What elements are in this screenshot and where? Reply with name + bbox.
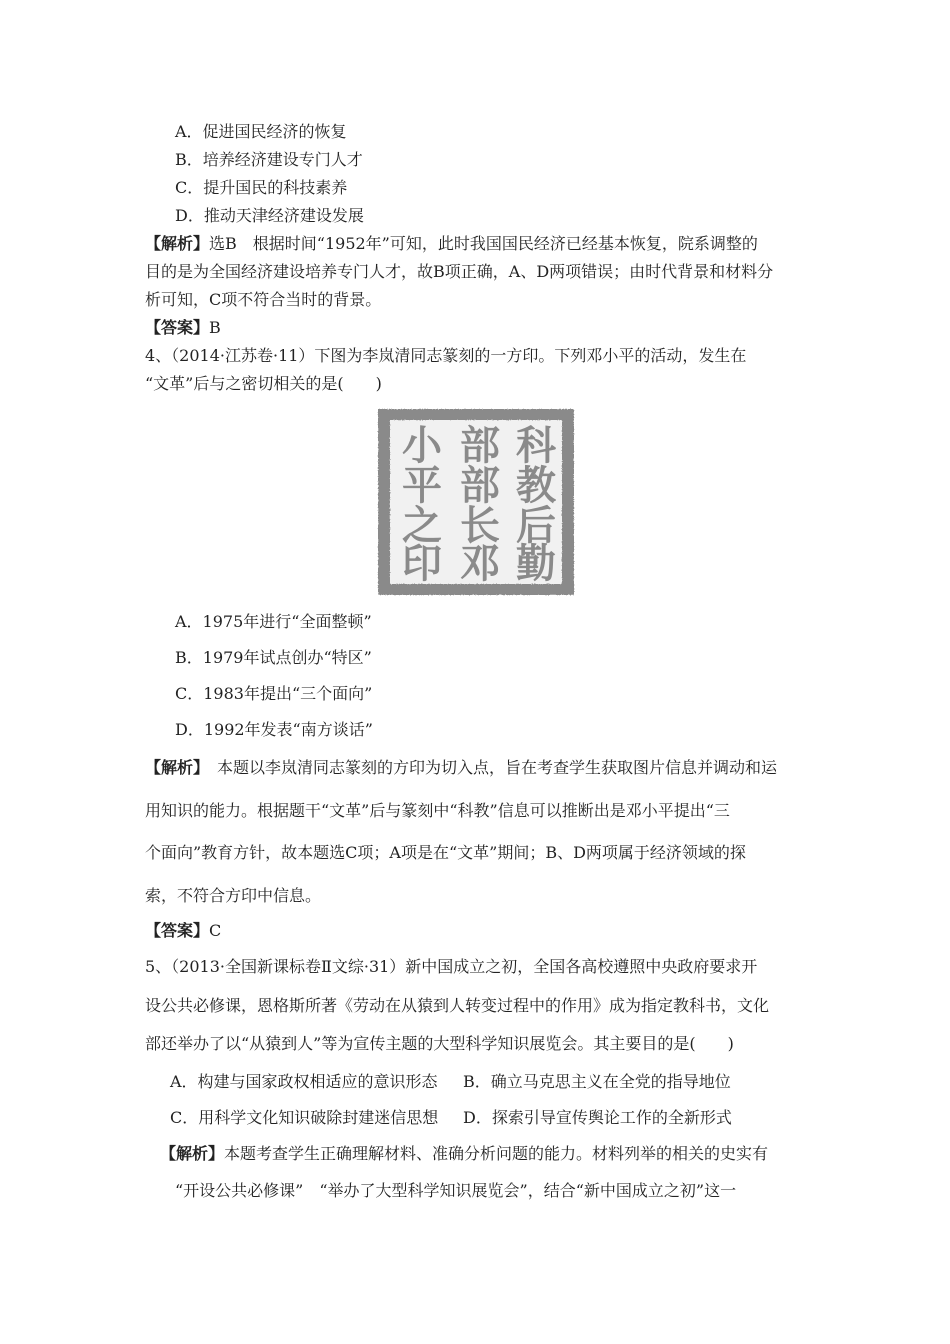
q4-option-c: C．1983年提出“三个面向” xyxy=(175,684,373,703)
q3-analysis-tag: 【解析】 xyxy=(145,234,210,253)
q3-option-d: D．推动天津经济建设发展 xyxy=(175,206,364,225)
q5-stem-line-3: 部还举办了以“从猿到人”等为宣传主题的大型科学知识展览会。其主要目的是( ) xyxy=(145,1034,734,1053)
q3-option-a: A．促进国民经济的恢复 xyxy=(175,122,347,141)
q5-option-b: B．确立马克思主义在全党的指导地位 xyxy=(463,1072,731,1091)
q4-stem-line-1: 4、（2014·江苏卷·11）下图为李岚清同志篆刻的一方印。下列邓小平的活动，发生在 xyxy=(145,346,747,365)
q3-answer: 【答案】B xyxy=(145,318,221,337)
seal-character: 小 xyxy=(402,423,442,469)
q4-analysis-tag: 【解析】 xyxy=(145,758,202,777)
q3-answer-tag: 【答案】 xyxy=(145,318,210,337)
q4-option-d: D．1992年发表“南方谈话” xyxy=(175,720,373,739)
seal-character: 科 xyxy=(516,423,556,469)
seal-character: 印 xyxy=(402,541,442,587)
seal-character: 长 xyxy=(460,503,500,549)
q5-analysis-line-2: “开设公共必修课” “举办了大型科学知识展览会”，结合“新中国成立之初”这一 xyxy=(175,1181,737,1200)
q4-analysis-line-3: 个面向”教育方针，故本题选C项；A项是在“文革”期间；B、D两项属于经济领域的探 xyxy=(145,843,746,862)
q5-analysis-line-1: 【解析】本题考查学生正确理解材料、准确分析问题的能力。材料列举的相关的史实有 xyxy=(160,1144,769,1163)
q3-analysis-line-1: 【解析】选B 根据时间“1952年”可知，此时我国国民经济已经基本恢复，院系调整的 xyxy=(145,234,758,253)
q3-analysis-line-3: 析可知，C项不符合当时的背景。 xyxy=(145,290,382,309)
q3-analysis-line-2: 目的是为全国经济建设培养专门人才，故B项正确，A、D两项错误；由时代背景和材料分 xyxy=(145,262,774,281)
seal-character: 勤 xyxy=(516,541,556,587)
q4-analysis-line-4: 索，不符合方印中信息。 xyxy=(145,886,322,905)
seal-character: 邓 xyxy=(460,541,500,587)
q3-option-b: B．培养经济建设专门人才 xyxy=(175,150,363,169)
q3-option-c: C．提升国民的科技素养 xyxy=(175,178,348,197)
seal-character: 教 xyxy=(516,463,556,509)
seal-character: 后 xyxy=(516,503,556,549)
q4-analysis-line-1: 【解析】 本题以李岚清同志篆刻的方印为切入点，旨在考查学生获取图片信息并调动和运 xyxy=(145,758,778,777)
seal-stamp-image xyxy=(376,407,576,597)
q4-stem-line-2: “文革”后与之密切相关的是( ) xyxy=(145,374,382,393)
seal-character: 部 xyxy=(460,423,500,469)
q4-option-b: B．1979年试点创办“特区” xyxy=(175,648,372,667)
q4-analysis-line-2: 用知识的能力。根据题干“文革”后与篆刻中“科教”信息可以推断出是邓小平提出“三 xyxy=(145,801,730,820)
q5-stem-line-2: 设公共必修课，恩格斯所著《劳动在从猿到人转变过程中的作用》成为指定教科书，文化 xyxy=(145,996,770,1015)
q5-stem-line-1: 5、（2013·全国新课标卷Ⅱ文综·31）新中国成立之初，全国各高校遵照中央政府要求开 xyxy=(145,957,758,976)
q5-option-c: C．用科学文化知识破除封建迷信思想 xyxy=(170,1108,439,1127)
seal-character: 部 xyxy=(460,463,500,509)
q5-option-d: D．探索引导宣传舆论工作的全新形式 xyxy=(463,1108,732,1127)
q5-analysis-tag: 【解析】 xyxy=(160,1144,225,1163)
seal-character: 之 xyxy=(402,503,442,549)
q4-answer: 【答案】C xyxy=(145,921,222,940)
q4-answer-tag: 【答案】 xyxy=(145,921,210,940)
seal-character: 平 xyxy=(402,463,442,509)
q4-option-a: A．1975年进行“全面整顿” xyxy=(175,612,372,631)
q5-option-a: A．构建与国家政权相适应的意识形态 xyxy=(170,1072,438,1091)
